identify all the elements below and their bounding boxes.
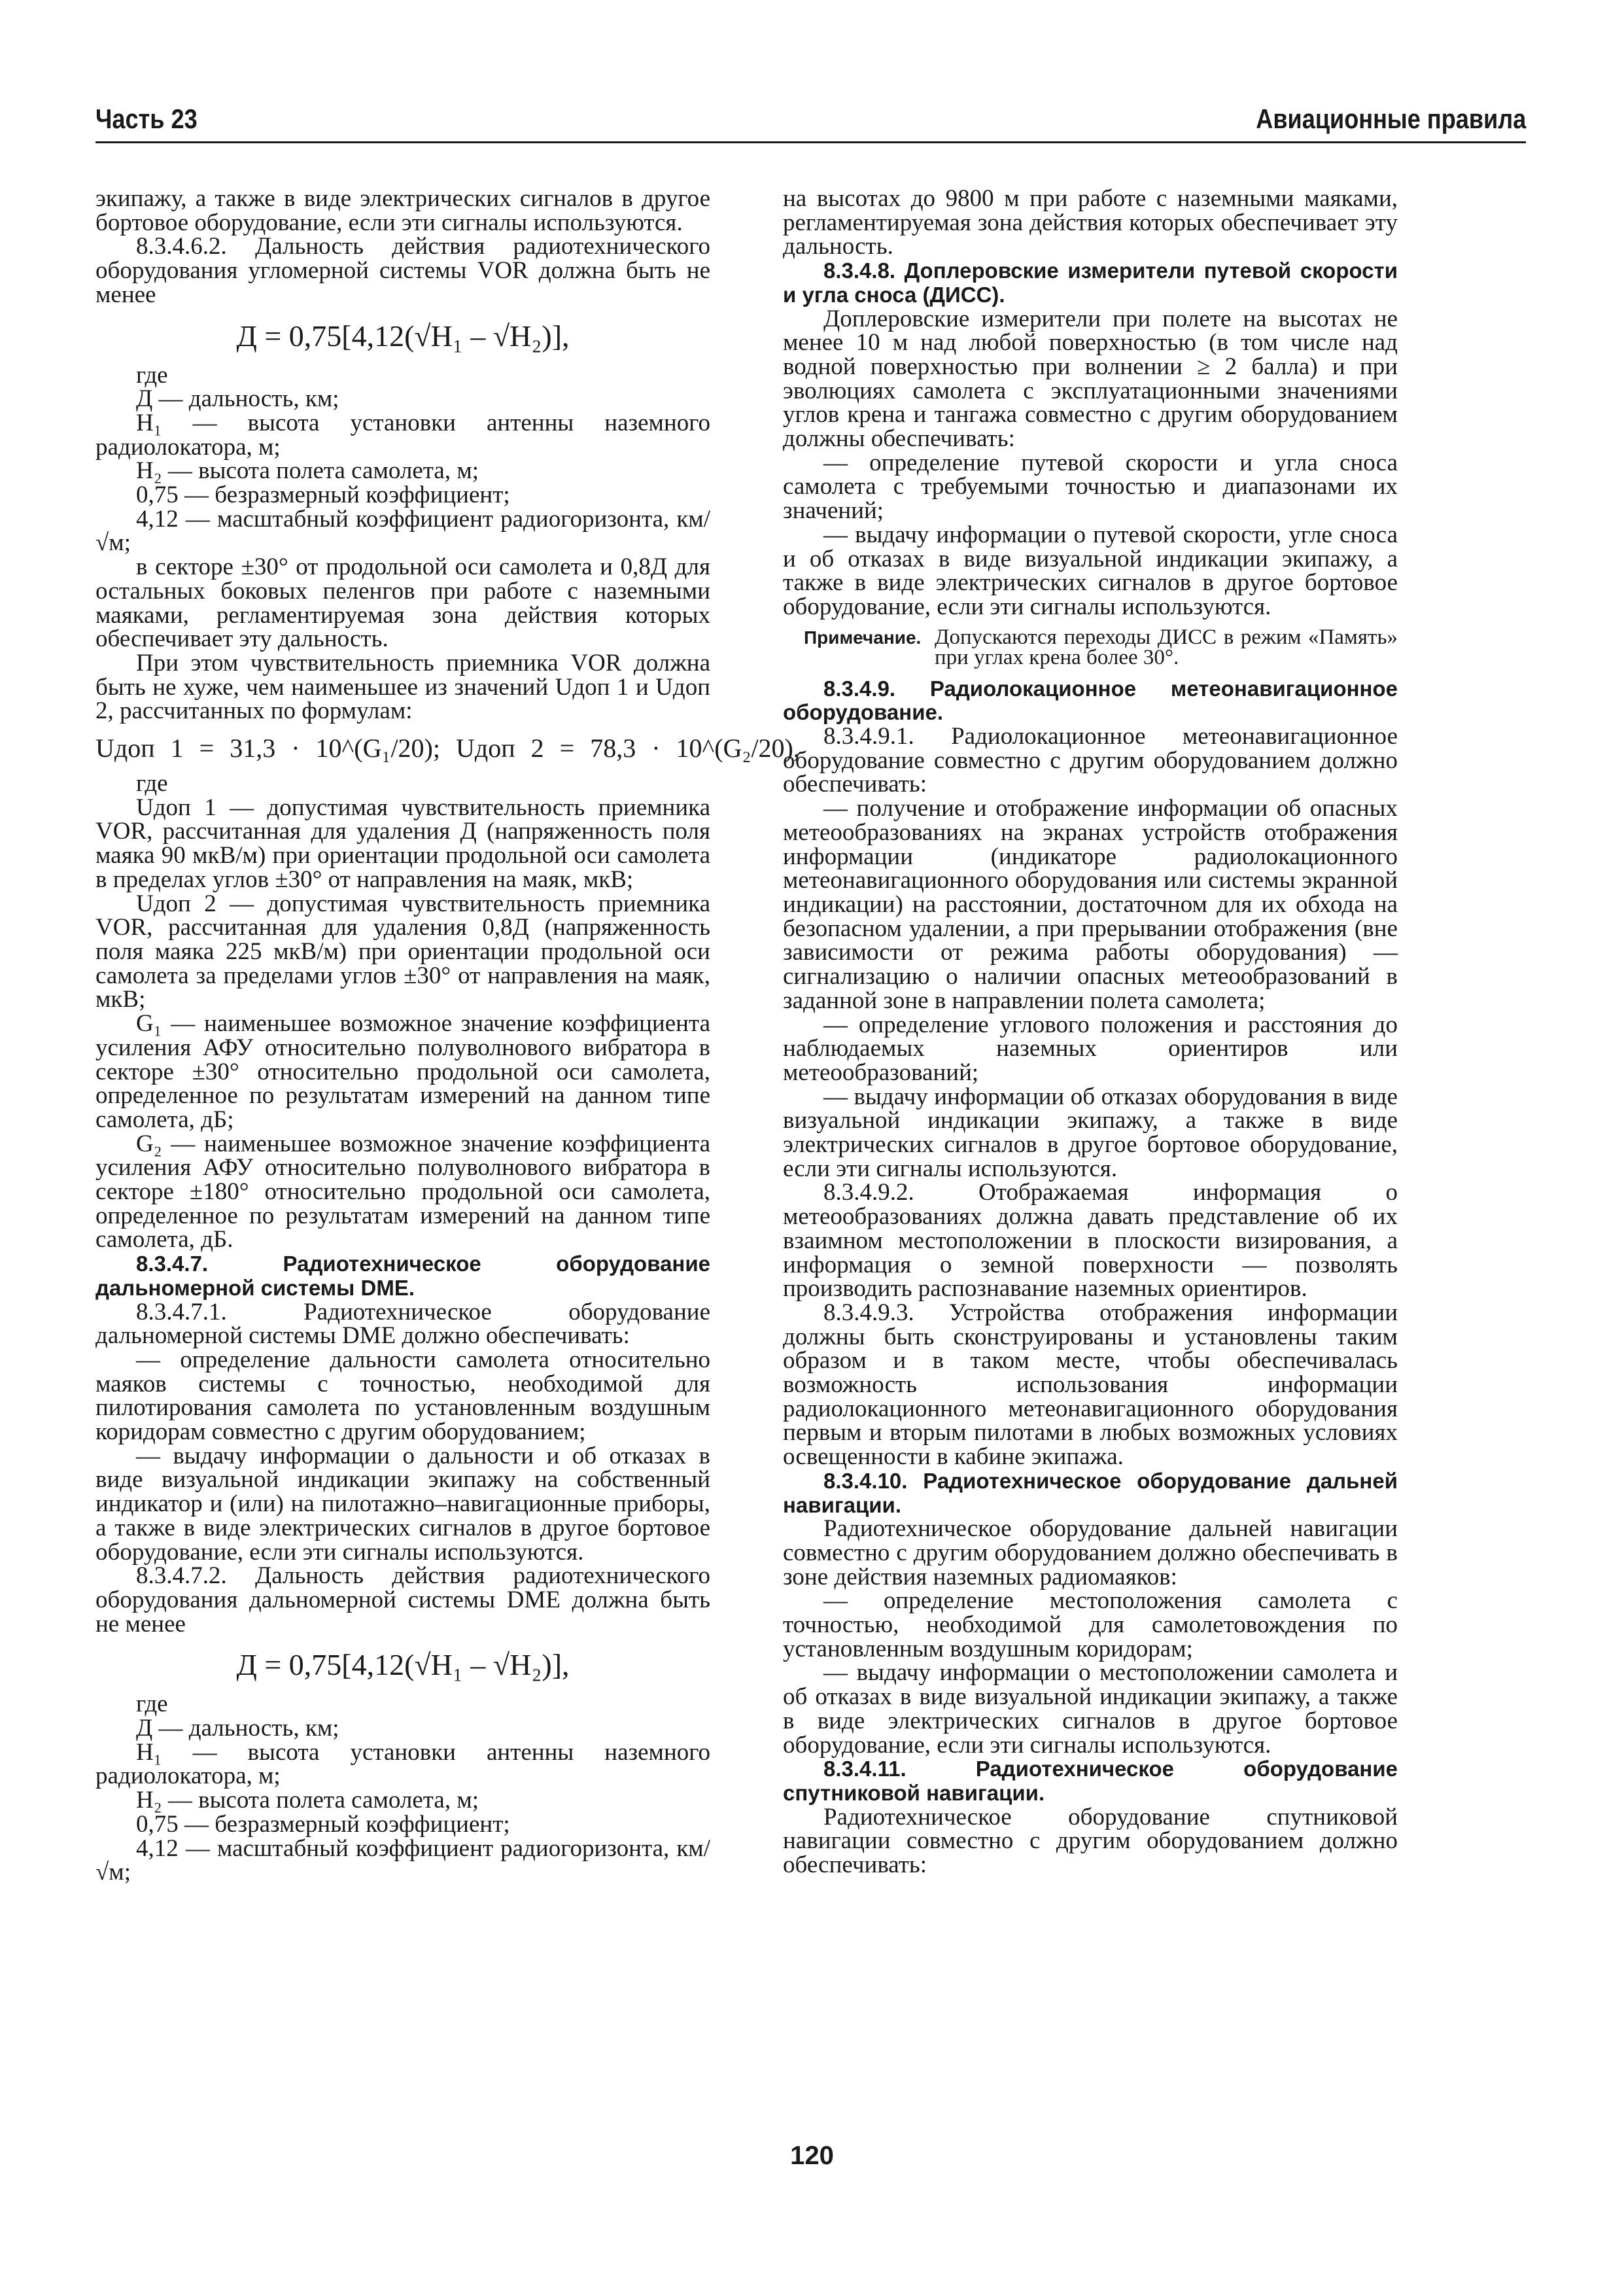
list-item: — определение углового положения и расстояния до наблюдаемых наземных ориентиров или метеообразований; (783, 1011, 1398, 1086)
note-label: Примечание. (804, 627, 922, 648)
page-number: 120 (790, 2141, 834, 2170)
paragraph-satellite-nav: Радиотехническое оборудование спутниковой навигации совместно с другим оборудованием должно обеспечивать: (783, 1803, 1398, 1879)
formula-range-vor: Д = 0,75[4,12(√H₁ – √H₂)], (236, 319, 570, 353)
paragraph-8-3-4-7-1: 8.3.4.7.1. Радиотехническое оборудование дальномерной системы DME должно обеспечивать: (95, 1298, 710, 1350)
running-header-title: Авиационные правила (1255, 103, 1526, 134)
right-column (783, 187, 1398, 1878)
definition-h2: H₂ — высота полета самолета, м; (136, 1787, 479, 1814)
list-item: — выдачу информации о путевой скорости, угле сноса и об отказах в виде визуальной индикации экипажу, а также в виде электрических сигналов в другое бортовое оборудование, если эти сигналы используются. (783, 521, 1398, 620)
paragraph-8-3-4-7-2: 8.3.4.7.2. Дальность действия радиотехнического оборудования дальномерной системы DME должна быть не менее (95, 1562, 710, 1638)
definition-coef-412: 4,12 — масштабный коэффициент радиогоризонта, км/√м; (95, 1834, 710, 1886)
definition-u2: Uдоп 2 — допустимая чувствительность приемника VOR, рассчитанная для удаления 0,8Д (напряженность поля маяка 225 мкВ/м) при ориентации продольной оси самолета за пределами углов ±30° от направления на маяк, мкВ; (95, 890, 710, 1013)
left-column (95, 185, 800, 1886)
list-item: — выдачу информации об отказах оборудования в виде визуальной индикации экипажу, а также в виде электрических сигналов в другое бортовое оборудование, если эти сигналы используются. (783, 1083, 1398, 1182)
definition-g2: G₂ — наименьшее возможное значение коэффициента усиления АФУ относительно полуволнового вибратора в секторе ±180° относительно продольной оси самолета, определенное по результатам измерений на данном типе самолета, дБ. (95, 1130, 710, 1253)
where-label: где (136, 361, 168, 389)
definition-h1: H₁ — высота установки антенны наземного радиолокатора, м; (95, 409, 710, 461)
definition-d: Д — дальность, км; (136, 1715, 339, 1742)
definition-d: Д — дальность, км; (136, 385, 339, 413)
paragraph-8-3-4-9-1: 8.3.4.9.1. Радиолокационное метеонавигационное оборудование совместно с другим оборудованием должно обеспечивать: (783, 723, 1398, 798)
paragraph-8-3-4-9-3: 8.3.4.9.3. Устройства отображения информации должны быть сконструированы и установлены таким образом и в таком месте, чтобы обеспечивалась возможность использования информации радиолокационного метеонавигационного оборудования первым и вторым пилотами в любых возможных условиях освещенности в кабине экипажа. (783, 1299, 1398, 1471)
definition-h2: H₂ — высота полета самолета, м; (136, 457, 479, 485)
list-item: — выдачу информации о дальности и об отказах в виде визуальной индикации экипажу на собственный индикатор и (или) на пилотажно–навигационные приборы, а также в виде электрических сигналов в другое бортовое оборудование, если эти сигналы используются. (95, 1442, 710, 1566)
paragraph: экипажу, а также в виде электрических сигналов в другое бортовое оборудование, если эти сигналы используются. (95, 185, 710, 236)
paragraph: на высотах до 9800 м при работе с наземными маяками, регламентируемая зона действия которых обеспечивает эту дальность. (783, 185, 1398, 260)
where-label: где (136, 770, 168, 797)
header-divider (95, 141, 1526, 143)
heading-8-3-4-11: 8.3.4.11. Радиотехническое оборудование спутниковой навигации. (783, 1757, 1398, 1805)
list-item: — определение местоположения самолета с точностью, необходимой для самолетовождения по установленным воздушным коридорам; (783, 1587, 1398, 1662)
definition-coef-075: 0,75 — безразмерный коэффициент; (136, 1810, 510, 1838)
note-text: Допускаются переходы ДИСС в режим «Память» при углах крена более 30°. (935, 625, 1398, 669)
heading-8-3-4-10: 8.3.4.10. Радиотехническое оборудование дальней навигации. (783, 1468, 1398, 1517)
paragraph-sector: в секторе ±30° от продольной оси самолета и 0,8Д для остальных боковых пеленгов при работе с наземными маяками, регламентируемая зона действия которых обеспечивает эту дальность. (95, 553, 710, 653)
note-block (783, 627, 1398, 668)
definition-coef-412: 4,12 — масштабный коэффициент радиогоризонта, км/√м; (95, 505, 710, 557)
paragraph-8-3-4-6-2: 8.3.4.6.2. Дальность действия радиотехнического оборудования угломерной системы VOR должна быть не менее (95, 233, 710, 308)
list-item: — определение дальности самолета относительно маяков системы с точностью, необходимой для пилотирования самолета по установленным воздушным коридорам совместно с другим оборудованием; (95, 1346, 710, 1446)
definition-coef-075: 0,75 — безразмерный коэффициент; (136, 482, 510, 509)
list-item: — определение путевой скорости и угла сноса самолета с требуемыми точностью и диапазонами их значений; (783, 449, 1398, 525)
where-label: где (136, 1691, 168, 1718)
heading-8-3-4-9: 8.3.4.9. Радиолокационное метеонавигационное оборудование. (783, 676, 1398, 725)
definition-h1: H₁ — высота установки антенны наземного радиолокатора, м; (95, 1738, 710, 1790)
definition-u1: Uдоп 1 — допустимая чувствительность приемника VOR, рассчитанная для удаления Д (напряженность поля маяка 90 мкВ/м) при ориентации продольной оси самолета в пределах углов ±30° от направления на маяк, мкВ; (95, 794, 710, 893)
paragraph-long-range-nav: Радиотехническое оборудование дальней навигации совместно с другим оборудованием должно обеспечивать в зоне действия наземных радиомаяков: (783, 1515, 1398, 1590)
formula-range-dme: Д = 0,75[4,12(√H₁ – √H₂)], (236, 1648, 570, 1682)
heading-8-3-4-7: 8.3.4.7. Радиотехническое оборудование дальномерной системы DME. (95, 1252, 710, 1300)
list-item: — получение и отображение информации об опасных метеообразованиях на экранах устройств отображения информации (индикаторе радиолокационного метеонавигационного оборудования или системы экранной индикации) на расстоянии, достаточном для их обхода на безопасном удалении, а при прерывании отображения (вне зависимости от режима работы оборудования) — сигнализацию о наличии опасных метеообразований в заданной зоне в направлении полета самолета; (783, 795, 1398, 1014)
list-item: — выдачу информации о местоположении самолета и об отказах в виде визуальной индикации экипажу, а также в виде электрических сигналов в другое бортовое оборудование, если эти сигналы используются. (783, 1659, 1398, 1759)
heading-8-3-4-8: 8.3.4.8. Доплеровские измерители путевой скорости и угла сноса (ДИСС). (783, 258, 1398, 307)
formula-sensitivity: Uдоп 1 = 31,3 · 10^(G₁/20); Uдоп 2 = 78,3 · 10^(G₂/20), (95, 733, 800, 763)
paragraph-sensitivity: При этом чувствительность приемника VOR должна быть не хуже, чем наименьшее из значений Uдоп 1 и Uдоп 2, рассчитанных по формулам: (95, 649, 710, 725)
paragraph-diss: Доплеровские измерители при полете на высотах не менее 10 м над любой поверхностью (в том числе над водной поверхностью при волнении ≥ 2 балла) и при эволюциях самолета с эксплуатационными значениями углов крена и тангажа совместно с другим оборудованием должны обеспечивать: (783, 305, 1398, 453)
paragraph-8-3-4-9-2: 8.3.4.9.2. Отображаемая информация о метеообразованиях должна давать представление об их взаимном местоположении в плоскости визирования, а информация о земной поверхности — позволять производить распознавание наземных ориентиров. (783, 1179, 1398, 1303)
running-header-part: Часть 23 (95, 103, 198, 134)
definition-g1: G₁ — наименьшее возможное значение коэффициента усиления АФУ относительно полуволнового вибратора в секторе ±30° относительно продольной оси самолета, определенное по результатам измерений на данном типе самолета, дБ; (95, 1010, 710, 1133)
